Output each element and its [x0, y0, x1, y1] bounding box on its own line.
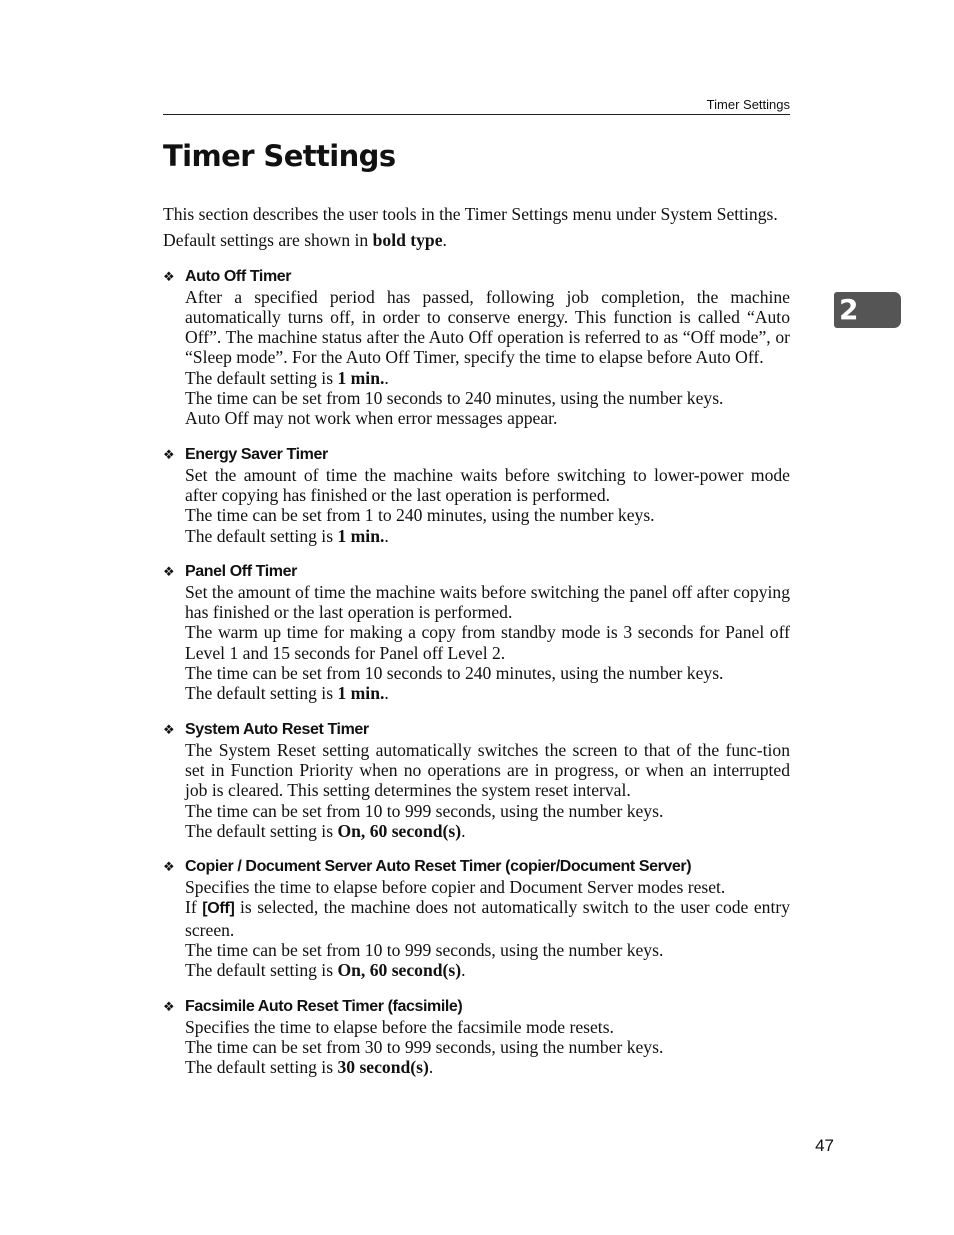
section-heading: [163, 997, 790, 1017]
section-copier-document-server-auto-reset-timer: [163, 857, 790, 980]
setting-range: The time can be set from 30 to 999 seconds, using the number keys.: [185, 1036, 664, 1057]
diamond-bullet-icon: ❖: [163, 859, 175, 875]
page-number: 47: [815, 1136, 834, 1155]
off-note-prefix: If: [185, 897, 203, 918]
chapter-tab: 2: [834, 292, 901, 328]
section-heading-text: Copier / Document Server Auto Reset Timer (copier/Document Server): [185, 858, 692, 876]
default-prefix: The default setting is: [185, 820, 338, 841]
default-setting: [185, 368, 790, 388]
section-facsimile-auto-reset-timer: [163, 997, 790, 1078]
default-suffix: .: [384, 525, 389, 546]
default-setting: [185, 526, 790, 546]
setting-range: The time can be set from 10 to 999 seconds, using the number keys.: [185, 940, 664, 961]
default-prefix: The default setting is: [185, 1057, 338, 1078]
section-heading-text: System Auto Reset Timer: [185, 720, 369, 738]
default-prefix: The default setting is: [185, 525, 338, 546]
default-value: 1 min.: [337, 525, 385, 546]
intro-default-note: [163, 230, 790, 250]
section-heading-text: Auto Off Timer: [185, 267, 292, 285]
diamond-bullet-icon: ❖: [163, 446, 175, 462]
section-auto-off-timer: [163, 267, 790, 429]
default-prefix: The default setting is: [185, 960, 338, 981]
default-value: On, 60 second(s): [337, 960, 462, 981]
main-content: [163, 204, 790, 1078]
section-heading: [163, 720, 790, 740]
setting-range: The time can be set from 10 seconds to 240 minutes, using the number keys.: [185, 388, 724, 409]
intro-paragraph: This section describes the user tools in the Timer Settings menu under System Settings.: [163, 204, 778, 224]
default-setting: [185, 1057, 790, 1077]
default-setting: [185, 821, 790, 841]
section-heading: [163, 267, 790, 287]
off-note-suffix: is selected, the machine does not automatically switch to the user code entry screen.: [185, 897, 790, 940]
default-value: On, 60 second(s): [337, 820, 462, 841]
default-value: 30 second(s): [337, 1057, 429, 1078]
default-suffix: .: [461, 960, 466, 981]
default-value: 1 min.: [337, 683, 385, 704]
default-suffix: .: [428, 1057, 434, 1078]
section-heading-text: Facsimile Auto Reset Timer (facsimile): [185, 997, 463, 1015]
default-prefix: The default setting is: [185, 367, 338, 388]
running-head: Timer Settings: [163, 96, 790, 115]
section-system-auto-reset-timer: [163, 720, 790, 841]
page-title: Timer Settings: [163, 139, 396, 173]
off-key-label: [Off]: [202, 900, 235, 918]
section-description: The System Reset setting automatically switches the screen to that of the func-tion set in Function Priority when no operations are in progress, or when an interrupted job is cleared. This setting determines the system reset interval.: [185, 739, 790, 801]
intro-default-bold: bold type: [372, 230, 443, 251]
diamond-bullet-icon: ❖: [163, 721, 175, 737]
default-prefix: The default setting is: [185, 683, 338, 704]
warmup-note: The warm up time for making a copy from standby mode is 3 seconds for Panel off Level 1 and 15 seconds for Panel off Level 2.: [185, 622, 790, 663]
section-note: Auto Off may not work when error messages appear.: [185, 408, 558, 429]
section-heading: [163, 445, 790, 465]
section-panel-off-timer: [163, 562, 790, 704]
intro-default-suffix: .: [442, 230, 447, 251]
section-heading-text: Panel Off Timer: [185, 562, 297, 580]
diamond-bullet-icon: ❖: [163, 563, 175, 579]
default-setting: [185, 683, 790, 703]
default-value: 1 min.: [337, 367, 385, 388]
section-heading: [163, 857, 790, 877]
default-setting: [185, 960, 790, 980]
section-heading: [163, 562, 790, 582]
setting-range: The time can be set from 10 seconds to 240 minutes, using the number keys.: [185, 663, 724, 684]
section-description: Specifies the time to elapse before copier and Document Server modes reset.: [185, 877, 726, 898]
setting-range: The time can be set from 1 to 240 minutes, using the number keys.: [185, 505, 655, 526]
default-suffix: .: [384, 367, 389, 388]
setting-range: The time can be set from 10 to 999 seconds, using the number keys.: [185, 800, 664, 821]
diamond-bullet-icon: ❖: [163, 998, 175, 1014]
default-suffix: .: [461, 820, 466, 841]
intro-default-prefix: Default settings are shown in: [163, 230, 373, 251]
section-energy-saver-timer: [163, 445, 790, 546]
diamond-bullet-icon: ❖: [163, 268, 175, 284]
off-key-note: [185, 897, 790, 940]
section-heading-text: Energy Saver Timer: [185, 445, 328, 463]
section-description: After a specified period has passed, following job completion, the machine automatically turns off, in order to conserve energy. This function is called “Auto Off”. The machine status after the Auto Off operation is referred to as “Off mode”, or “Sleep mode”. For the Auto Off Timer, specify the time to elapse before Auto Off.: [185, 286, 790, 368]
section-description: Set the amount of time the machine waits before switching the panel off after copying has finished or the last operation is performed.: [185, 581, 790, 623]
section-description: Set the amount of time the machine waits before switching to lower-power mode after copying has finished or the last operation is performed.: [185, 464, 790, 505]
default-suffix: .: [384, 683, 389, 704]
section-description: Specifies the time to elapse before the facsimile mode resets.: [185, 1016, 614, 1037]
